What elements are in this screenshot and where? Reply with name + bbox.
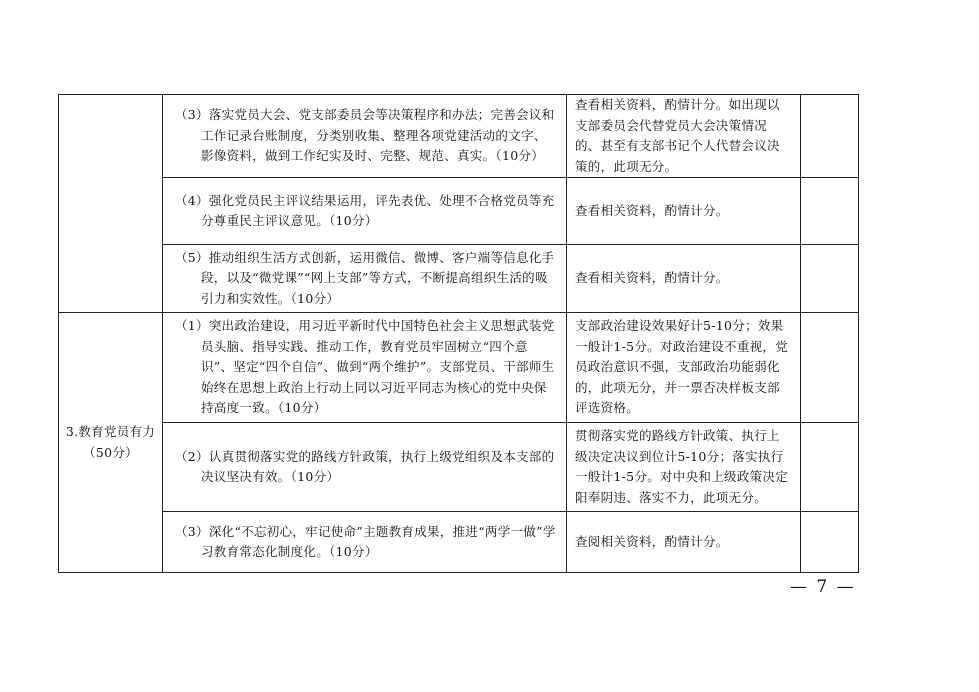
score-cell bbox=[801, 423, 859, 512]
table-row bbox=[59, 512, 859, 573]
table-row bbox=[59, 245, 859, 313]
requirement-cell: （4）强化党员民主评议结果运用，评先表优、处理不合格党员等充分尊重民主评议意见。（10分） bbox=[163, 178, 567, 245]
requirement-cell: （3）落实党员大会、党支部委员会等决策程序和办法；完善会议和工作记录台账制度，分类别收集、整理各项党建活动的文字、影像资料，做到工作纪实及时、完整、规范、真实。（10分） bbox=[163, 95, 567, 178]
score-cell bbox=[801, 178, 859, 245]
requirement-cell: （2）认真贯彻落实党的路线方针政策，执行上级党组织及本支部的决议坚决有效。（10分） bbox=[163, 423, 567, 512]
evaluation-table bbox=[58, 94, 859, 573]
score-cell bbox=[801, 95, 859, 178]
score-cell bbox=[801, 313, 859, 423]
criteria-cell: 查看相关资料，酌情计分。 bbox=[567, 245, 801, 313]
score-cell bbox=[801, 512, 859, 573]
requirement-cell: （3）深化“不忘初心，牢记使命”主题教育成果，推进“两学一做”学习教育常态化制度化。（10分） bbox=[163, 512, 567, 573]
criteria-cell: 查看相关资料，酌情计分。如出现以支部委员会代替党员大会决策情况的、甚至有支部书记个人代替会议决策的，此项无分。 bbox=[567, 95, 801, 178]
criteria-cell: 查看相关资料，酌情计分。 bbox=[567, 178, 801, 245]
table-row bbox=[59, 313, 859, 423]
table-row bbox=[59, 178, 859, 245]
table-row bbox=[59, 423, 859, 512]
criteria-cell: 支部政治建设效果好计5-10分；效果一般计1-5分。对政治建设不重视，党员政治意识不强，支部政治功能弱化的，此项无分，并一票否决样板支部评选资格。 bbox=[567, 313, 801, 423]
category-cell-empty bbox=[59, 95, 163, 313]
category-cell: 3.教育党员有力（50分） bbox=[59, 313, 163, 573]
table-row bbox=[59, 95, 859, 178]
score-cell bbox=[801, 245, 859, 313]
requirement-cell: （5）推动组织生活方式创新，运用微信、微博、客户端等信息化手段，以及“微党课”“网上支部”等方式，不断提高组织生活的吸引力和实效性。（10分） bbox=[163, 245, 567, 313]
requirement-cell: （1）突出政治建设，用习近平新时代中国特色社会主义思想武装党员头脑、指导实践、推动工作，教育党员牢固树立“四个意识”、坚定“四个自信”、做到“两个维护”。支部党员、干部师生始终在思想上政治上行动上同以习近平同志为核心的党中央保持高度一致。（10分） bbox=[163, 313, 567, 423]
criteria-cell: 贯彻落实党的路线方针政策、执行上级决定决议到位计5-10分；落实执行一般计1-5分。对中央和上级政策决定阳奉阴违、落实不力，此项无分。 bbox=[567, 423, 801, 512]
criteria-cell: 查阅相关资料，酌情计分。 bbox=[567, 512, 801, 573]
page-number: — 7 — bbox=[790, 577, 856, 597]
